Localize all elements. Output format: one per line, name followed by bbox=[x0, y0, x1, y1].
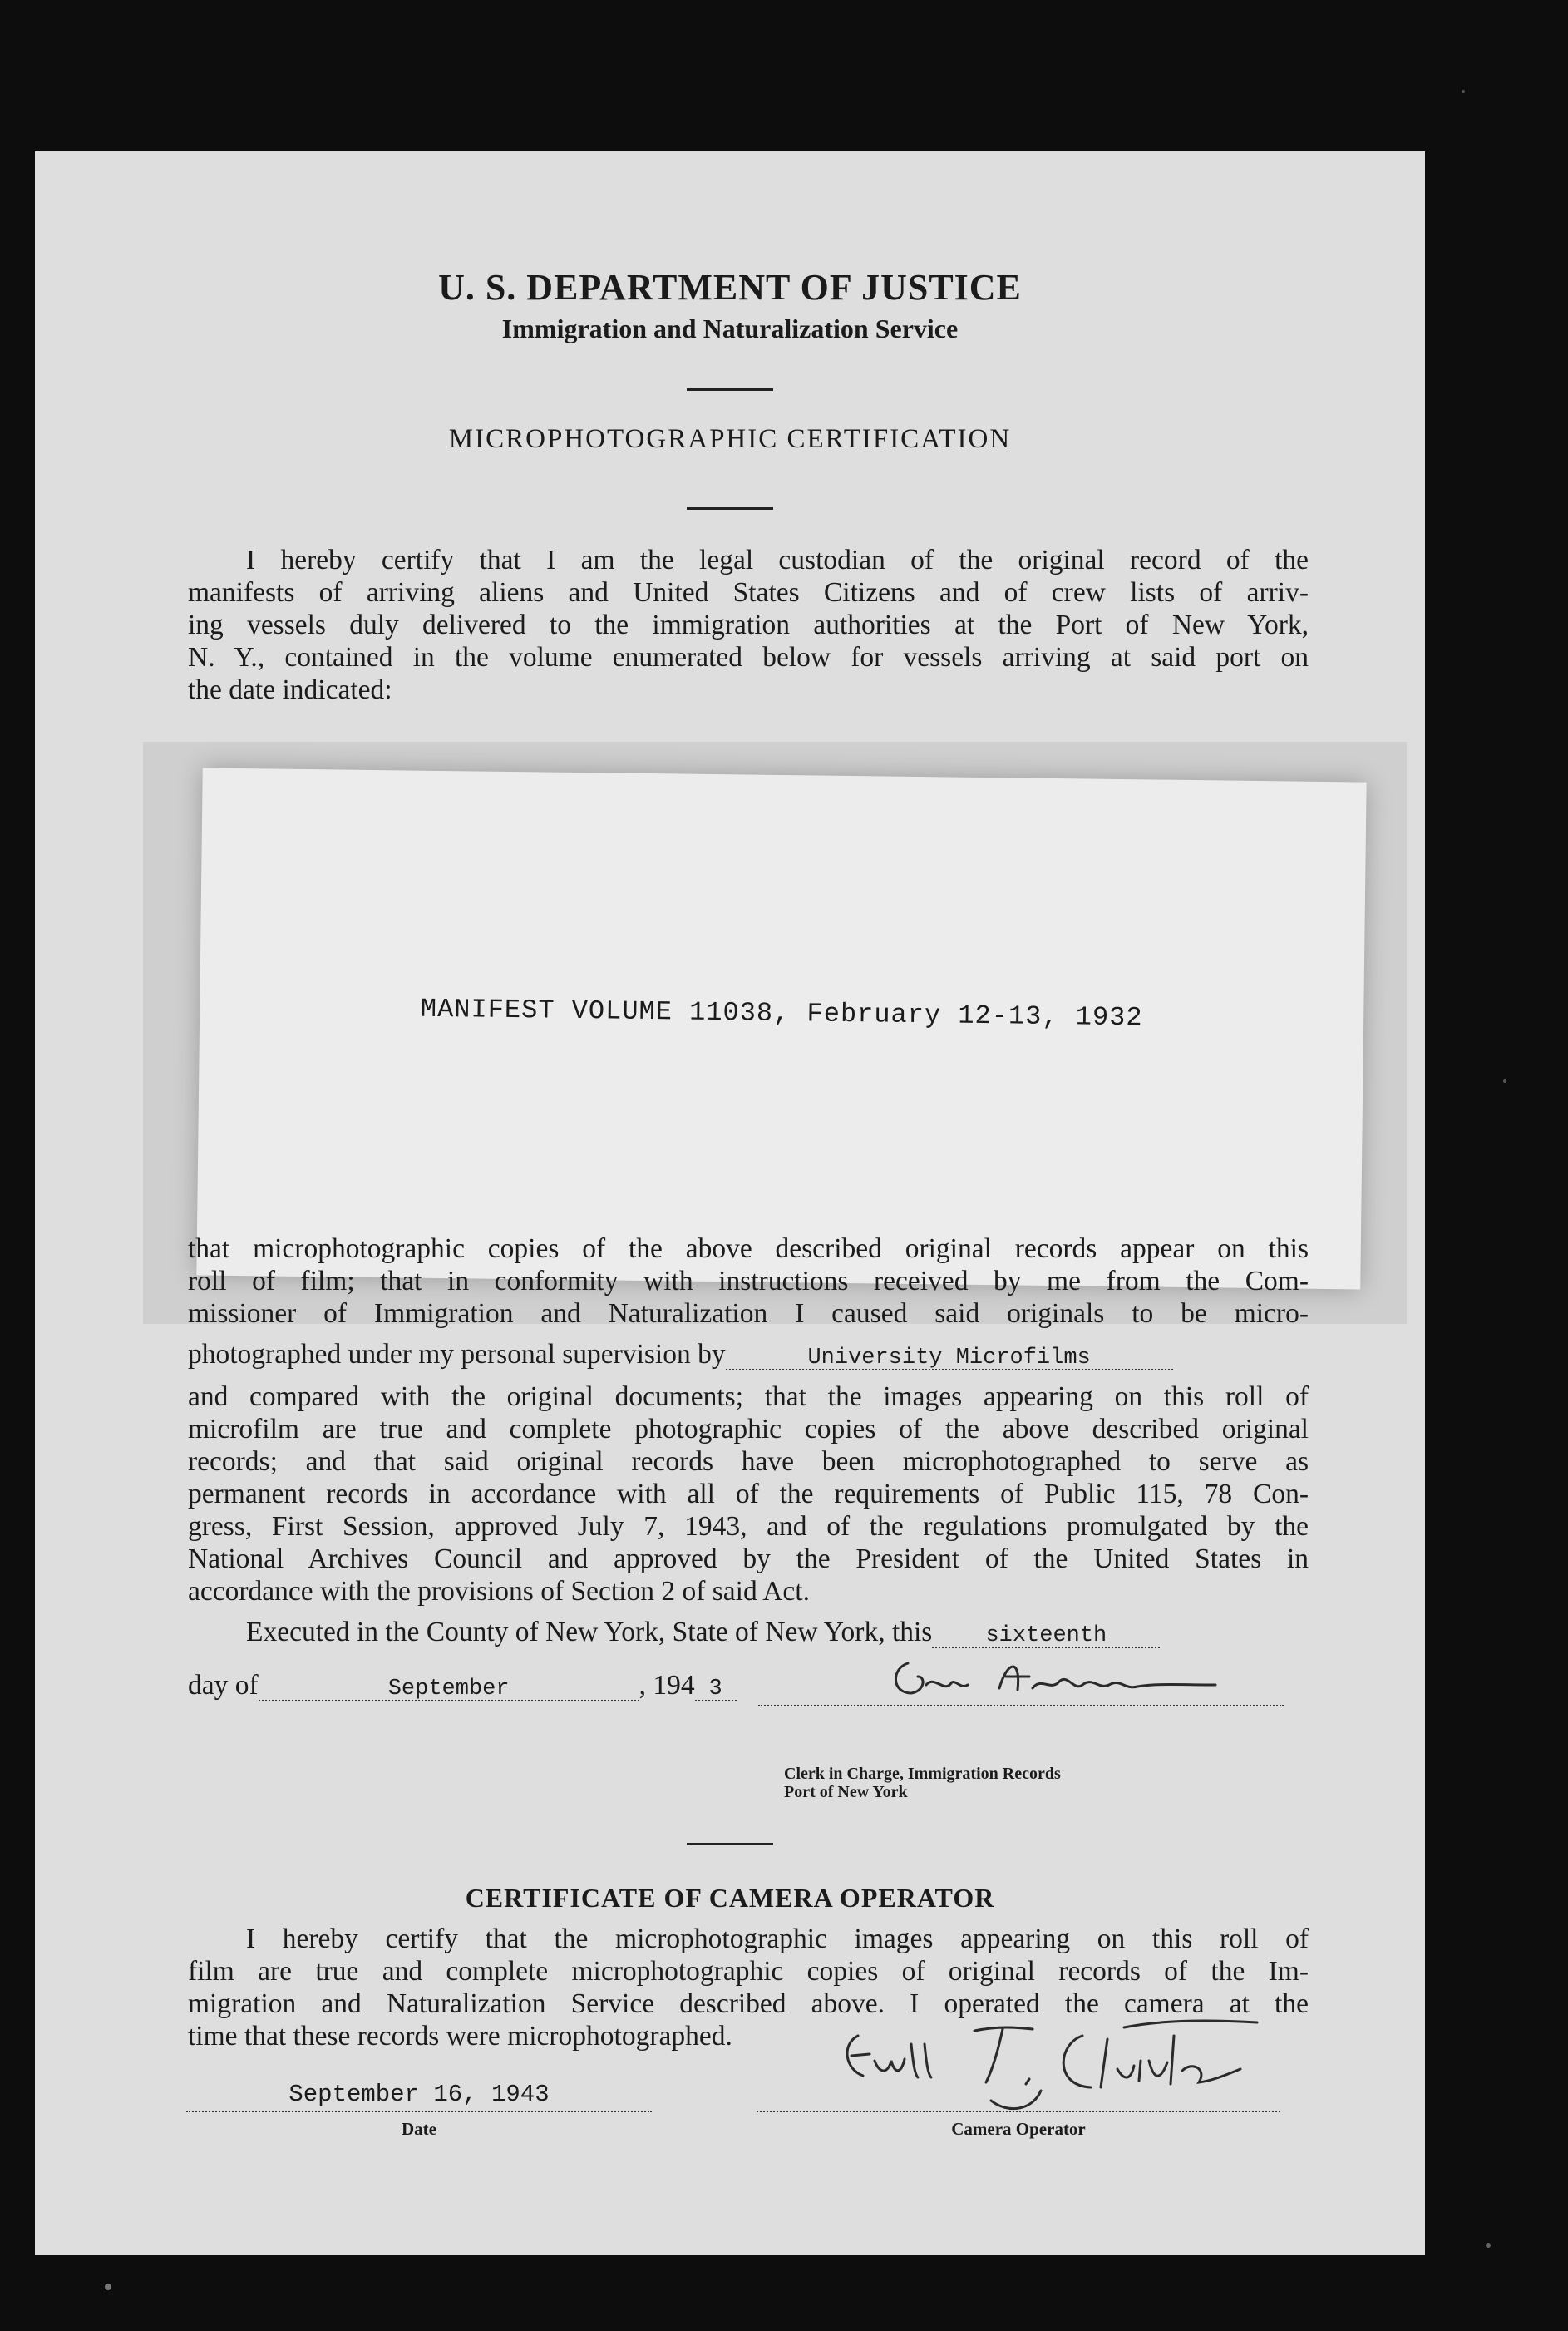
text-line: photographed under my personal supervision by bbox=[188, 1339, 726, 1370]
text-line: N. Y., contained in the volume enumerated below for vessels arriving at said port on bbox=[188, 642, 1309, 673]
text-line: day of bbox=[188, 1670, 259, 1701]
text-line: records; and that said original records have been microphotographed to serve as bbox=[188, 1446, 1309, 1477]
manifest-volume-text: MANIFEST VOLUME 11038, February 12-13, 1932 bbox=[420, 993, 1143, 1034]
text-line: the date indicated: bbox=[188, 674, 392, 705]
text-line: gress, First Session, approved July 7, 1943, and of the regulations promulgated by the bbox=[188, 1511, 1309, 1542]
text-line: migration and Naturalization Service described above. I operated the camera at the bbox=[188, 1988, 1309, 2019]
text-line: Port of New York bbox=[784, 1783, 908, 1801]
text-line: manifests of arriving aliens and United States Citizens and of crew lists of arriv- bbox=[188, 577, 1309, 608]
supervisor-field: University Microfilms bbox=[726, 1347, 1173, 1370]
text-line: film are true and complete microphotographic copies of original records of the Im- bbox=[188, 1956, 1309, 1987]
year-field: 3 bbox=[695, 1678, 737, 1701]
date-label: Date bbox=[402, 2119, 436, 2139]
service-subheading: Immigration and Naturalization Service bbox=[501, 314, 959, 343]
text-line: missioner of Immigration and Naturalization I caused said originals to be micro- bbox=[188, 1298, 1309, 1329]
text-line: Executed in the County of New York, State of New York, this bbox=[246, 1617, 933, 1647]
text-line: ing vessels duly delivered to the immigration authorities at the Port of New York, bbox=[188, 610, 1309, 640]
certification-title: MICROPHOTOGRAPHIC CERTIFICATION bbox=[448, 424, 1012, 454]
operator-date-value: September 16, 1943 bbox=[288, 2081, 550, 2108]
day-field: sixteenth bbox=[932, 1625, 1160, 1648]
text-line: I hereby certify that I am the legal custodian of the original record of the bbox=[246, 545, 1309, 575]
department-heading: U. S. DEPARTMENT OF JUSTICE bbox=[438, 267, 1022, 308]
text-line: permanent records in accordance with all of the requirements of Public 115, 78 Con- bbox=[188, 1479, 1309, 1509]
text-line: National Archives Council and approved by the President of the United States in bbox=[188, 1543, 1309, 1574]
text-line: I hereby certify that the microphotographic images appearing on this roll of bbox=[246, 1924, 1309, 1954]
text-line: Clerk in Charge, Immigration Records bbox=[784, 1765, 1061, 1783]
text-line: microfilm are true and complete photographic copies of the above described original bbox=[188, 1414, 1309, 1445]
text-line: accordance with the provisions of Section 2 of said Act. bbox=[188, 1576, 810, 1607]
text-line: time that these records were microphotographed. bbox=[188, 2021, 732, 2052]
month-field: September bbox=[259, 1678, 639, 1701]
text-line: roll of film; that in conformity with instructions received by me from the Com- bbox=[188, 1266, 1309, 1296]
operator-label: Camera Operator bbox=[951, 2119, 1086, 2139]
text-line: and compared with the original documents; that the images appearing on this roll of bbox=[188, 1381, 1309, 1412]
camera-operator-heading: CERTIFICATE OF CAMERA OPERATOR bbox=[465, 1883, 995, 1913]
text-line: that microphotographic copies of the above described original records appear on this bbox=[188, 1233, 1309, 1264]
text-line: , 194 bbox=[639, 1670, 695, 1701]
